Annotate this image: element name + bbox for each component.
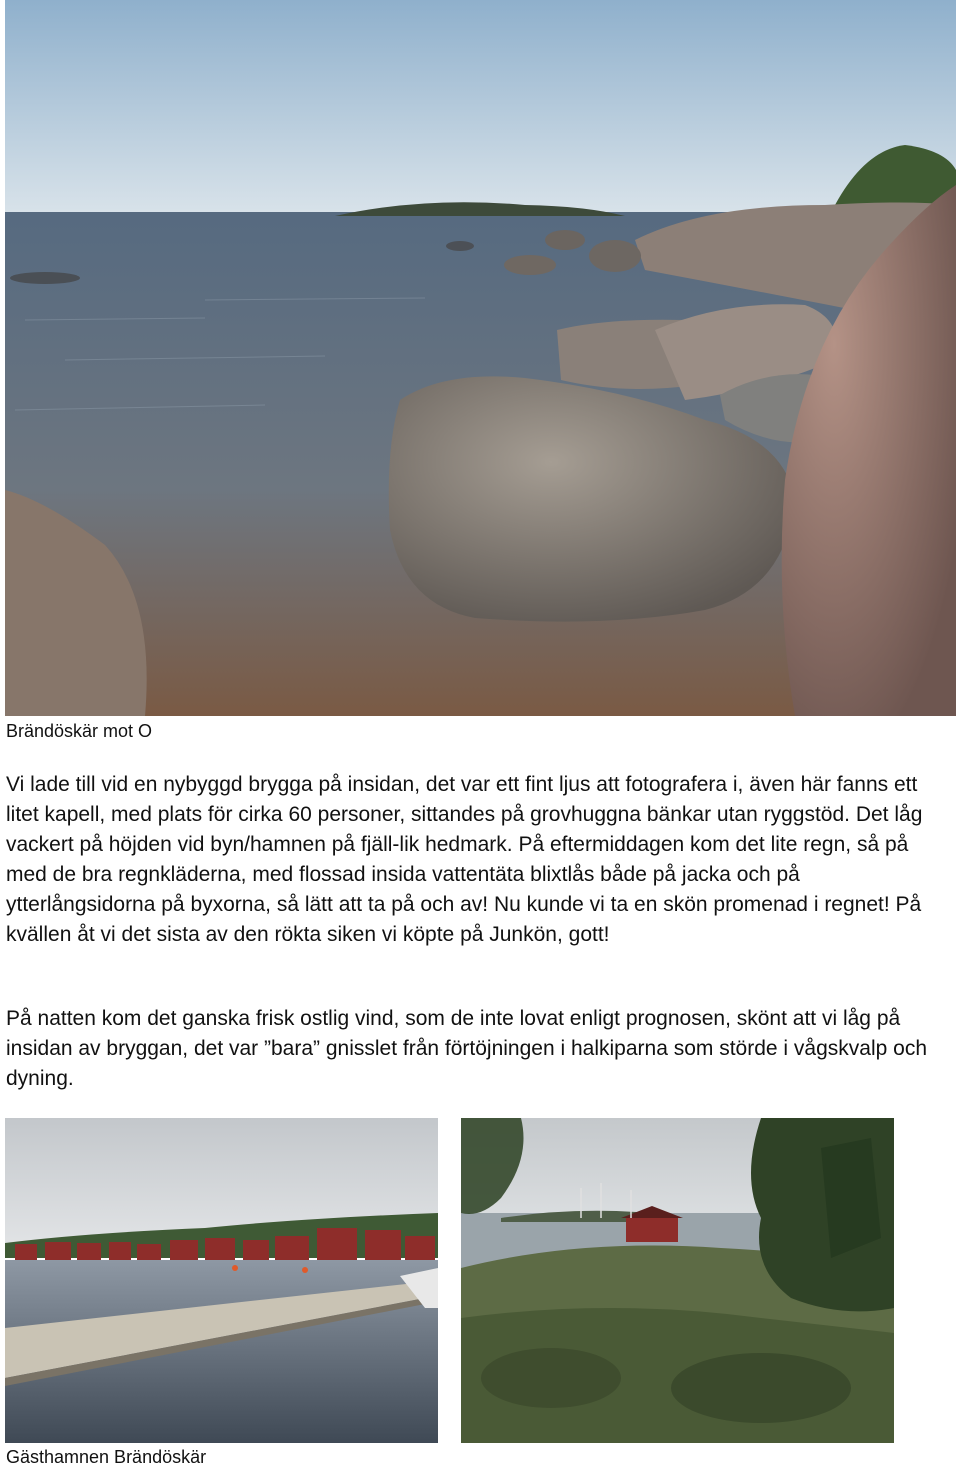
harbour-view-photo	[461, 1118, 894, 1443]
paragraph-1: Vi lade till vid en nybyggd brygga på insidan, det var ett fint ljus att fotografera i, även här fanns ett litet kapell, med plats för cirka 60 personer, sittandes på grovhuggna bänkar utan ryggstöd. Det låg vackert på höjden vid byn/hamnen på fjäll-lik hedmark. På eftermiddagen kom det lite regn, så på med de bra regnkläderna, med flossad insida vattentäta blixtlås både på jacka och på ytterlångsidorna på byxorna, så lätt att ta på och av! Nu kunde vi ta en skön promenad i regnet! På kvällen åt vi det sista av den rökta siken vi köpte på Junkön, gott!	[6, 773, 923, 946]
guest-harbour-photo	[5, 1118, 438, 1443]
harbour-photo-caption: Gästhamnen Brändöskär	[6, 1447, 207, 1467]
paragraph-2: På natten kom det ganska frisk ostlig vind, som de inte lovat enligt prognosen, skönt att vi låg på insidan av bryggan, det var ”bara” gnisslet från förtöjningen i halkiparna som störde i vågskvalp och dyning.	[6, 1007, 927, 1090]
top-photo-caption: Brändöskär mot O	[6, 721, 153, 741]
rocks-shore-photo	[5, 0, 956, 716]
